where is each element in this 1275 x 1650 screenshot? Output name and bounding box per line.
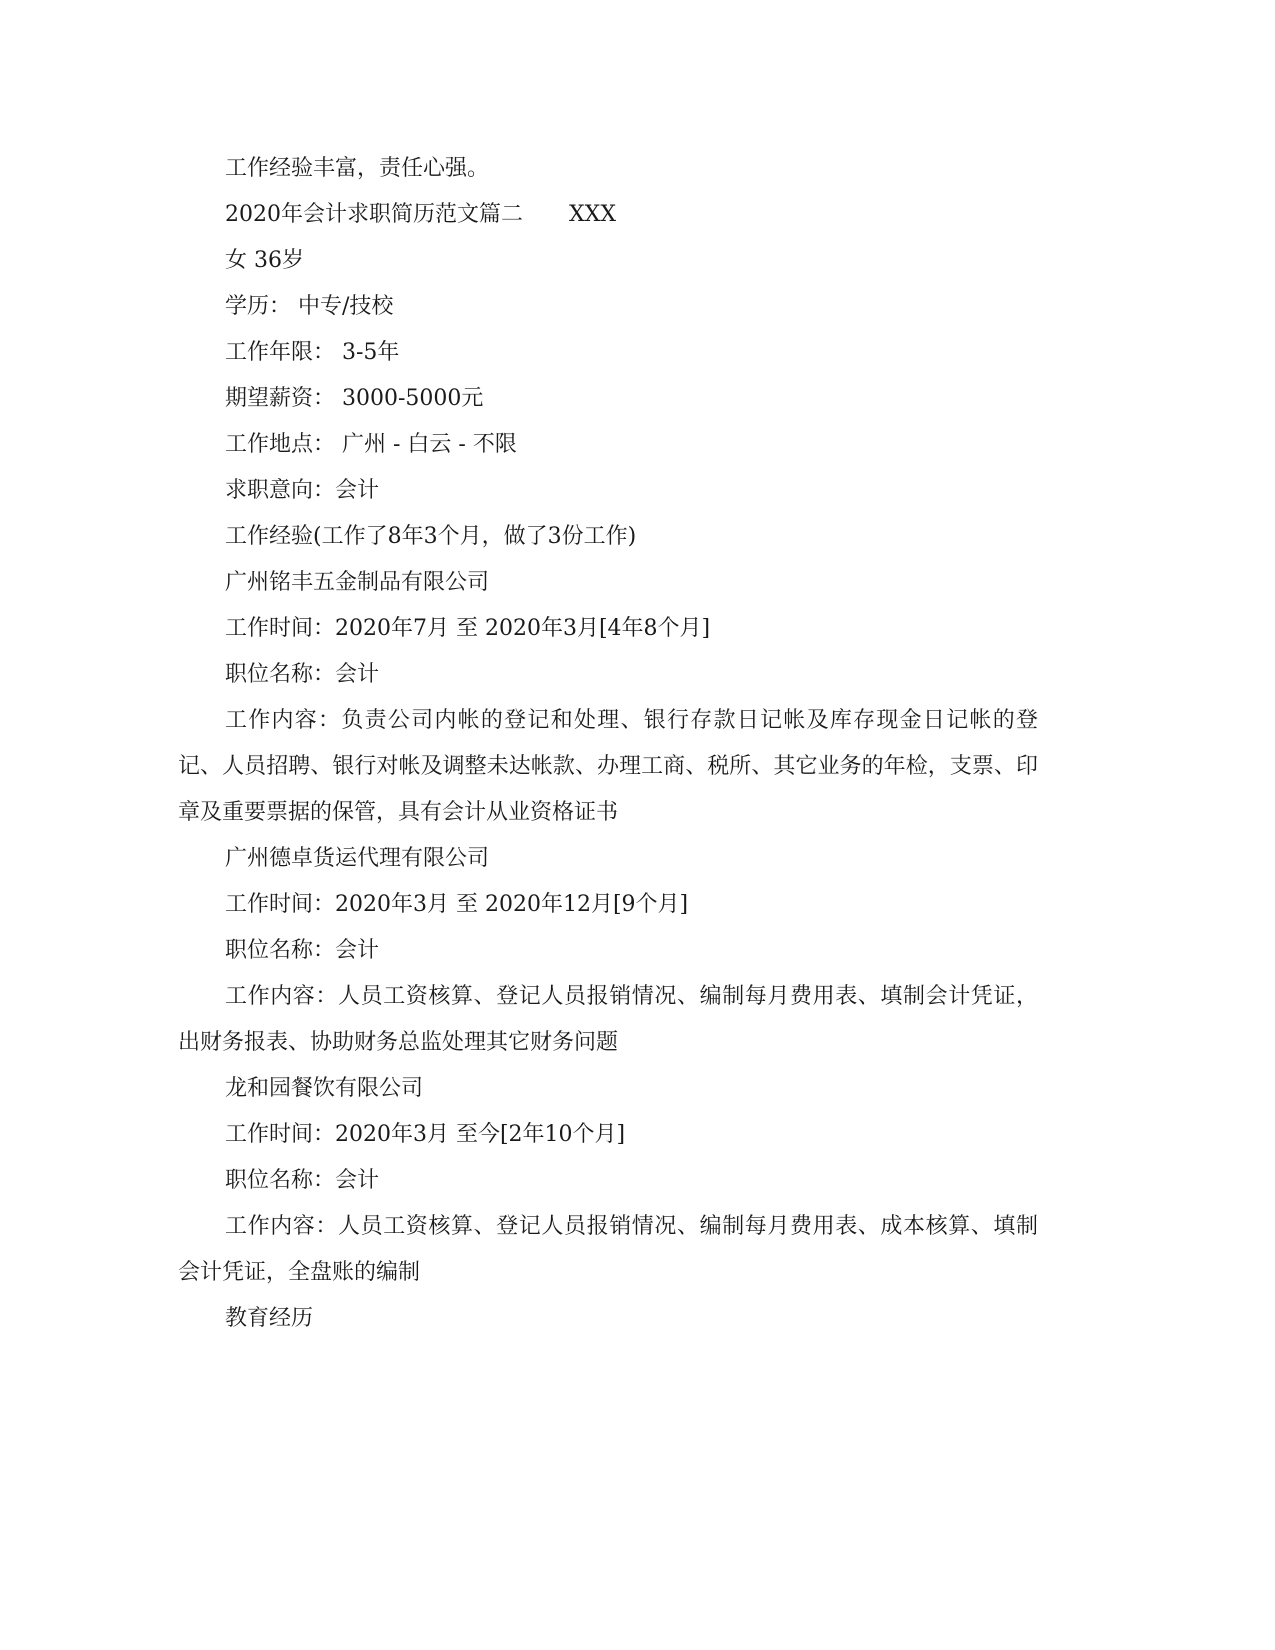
summary-line: 工作经验丰富，责任心强。 bbox=[225, 156, 490, 181]
position-title: 职位名称：会计 bbox=[225, 1168, 380, 1193]
position-title: 职位名称：会计 bbox=[225, 938, 380, 963]
work-period: 工作时间：2020年7月 至 2020年3月[4年8个月] bbox=[225, 616, 711, 641]
expected-salary: 期望薪资： 3000-5000元 bbox=[225, 386, 484, 411]
position-title: 职位名称：会计 bbox=[225, 662, 380, 687]
work-location: 工作地点： 广州 - 白云 - 不限 bbox=[225, 432, 517, 457]
company-name: 广州铭丰五金制品有限公司 bbox=[225, 570, 490, 595]
company-name: 广州德卓货运代理有限公司 bbox=[225, 846, 490, 871]
resume-title: 2020年会计求职简历范文篇二 bbox=[225, 202, 523, 227]
job-intention: 求职意向：会计 bbox=[225, 478, 380, 503]
candidate-name: XXX bbox=[569, 202, 616, 227]
work-experience-heading: 工作经验(工作了8年3个月，做了3份工作) bbox=[225, 524, 637, 549]
job-description: 工作内容：人员工资核算、登记人员报销情况、编制每月费用表、成本核算、填制会计凭证，全盘账的编制 bbox=[178, 1214, 1038, 1285]
work-years: 工作年限： 3-5年 bbox=[225, 340, 400, 365]
work-period: 工作时间：2020年3月 至今[2年10个月] bbox=[225, 1122, 626, 1147]
education-level: 学历： 中专/技校 bbox=[225, 294, 394, 319]
resume-body bbox=[178, 146, 1038, 1342]
work-period: 工作时间：2020年3月 至 2020年12月[9个月] bbox=[225, 892, 689, 917]
job-description: 工作内容：人员工资核算、登记人员报销情况、编制每月费用表、填制会计凭证，出财务报表、协助财务总监处理其它财务问题 bbox=[178, 984, 1038, 1055]
resume-title-line bbox=[178, 192, 1038, 238]
company-name: 龙和园餐饮有限公司 bbox=[225, 1076, 424, 1101]
job-description: 工作内容：负责公司内帐的登记和处理、银行存款日记帐及库存现金日记帐的登记、人员招聘、银行对帐及调整未达帐款、办理工商、税所、其它业务的年检，支票、印章及重要票据的保管，具有会计从业资格证书 bbox=[178, 708, 1038, 825]
gender-age: 女 36岁 bbox=[225, 248, 304, 273]
education-heading: 教育经历 bbox=[225, 1306, 314, 1331]
